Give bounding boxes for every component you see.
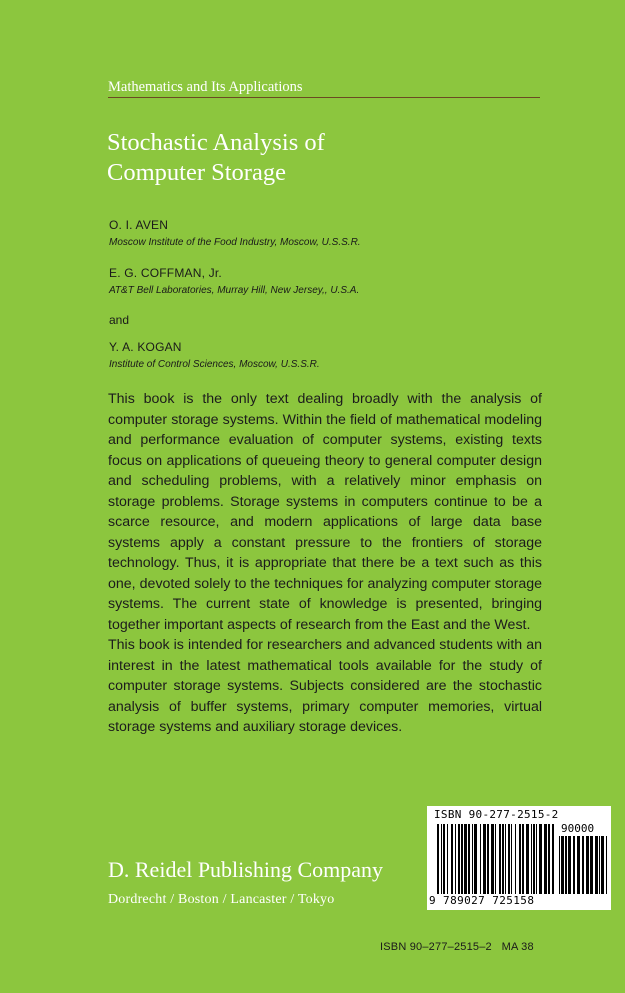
- barcode-box: [427, 806, 611, 910]
- and-word: and: [109, 313, 130, 327]
- publisher-name: D. Reidel Publishing Company: [108, 857, 383, 882]
- bottom-isbn: [380, 941, 534, 953]
- description: [108, 389, 542, 738]
- book-title: [107, 128, 325, 188]
- author-affiliation-1: Moscow Institute of the Food Industry, Moscow, U.S.S.R.: [109, 237, 361, 248]
- publisher-cities: Dordrecht / Boston / Lancaster / Tokyo: [108, 892, 335, 907]
- author-affiliation-3: Institute of Control Sciences, Moscow, U.S.S.R.: [109, 359, 320, 370]
- bottom-isbn-text: ISBN 90–277–2515–2 MA 38: [380, 941, 534, 953]
- description-paragraph-2: This book is intended for researchers and advanced students with an interest in the latest mathematical tools available for the study of computer storage systems. Subjects considered are the stochastic analysis of buffer systems, primary computer memories, virtual storage systems and auxiliary storage devices.: [108, 637, 542, 735]
- barcode-isbn-label: ISBN 90-277-2515-2: [434, 808, 559, 821]
- author-affiliation-2: AT&T Bell Laboratories, Murray Hill, New Jersey,, U.S.A.: [109, 285, 360, 296]
- barcode-digits: 9 789027 725158: [429, 894, 535, 907]
- author-name-2: E. G. COFFMAN, Jr.: [109, 266, 222, 280]
- author-name-3: Y. A. KOGAN: [109, 340, 182, 354]
- series-name: Mathematics and Its Applications: [108, 79, 303, 95]
- title-line-1: Stochastic Analysis of: [107, 129, 325, 156]
- author-name-1: O. I. AVEN: [109, 218, 169, 232]
- description-paragraph-1: This book is the only text dealing broadly with the analysis of computer storage systems. Within the field of mathematical modeling and performance evaluation of computer systems, existing texts focus on applications of queueing theory to general computer design and scheduling problems, with a relatively minor emphasis on storage problems. Storage systems in computers continue to be a scarce resource, and modern applications of large data base systems apply a constant pressure to the frontiers of storage technology. Thus, it is appropriate that there be a text such as this one, devoted solely to the techniques for analyzing computer storage systems. The current state of knowledge is presented, bringing together important aspects of research from the East and the West.: [108, 391, 542, 633]
- title-line-2: Computer Storage: [107, 159, 286, 186]
- series-rule: [108, 97, 540, 98]
- barcode-price-code: 90000: [561, 822, 595, 835]
